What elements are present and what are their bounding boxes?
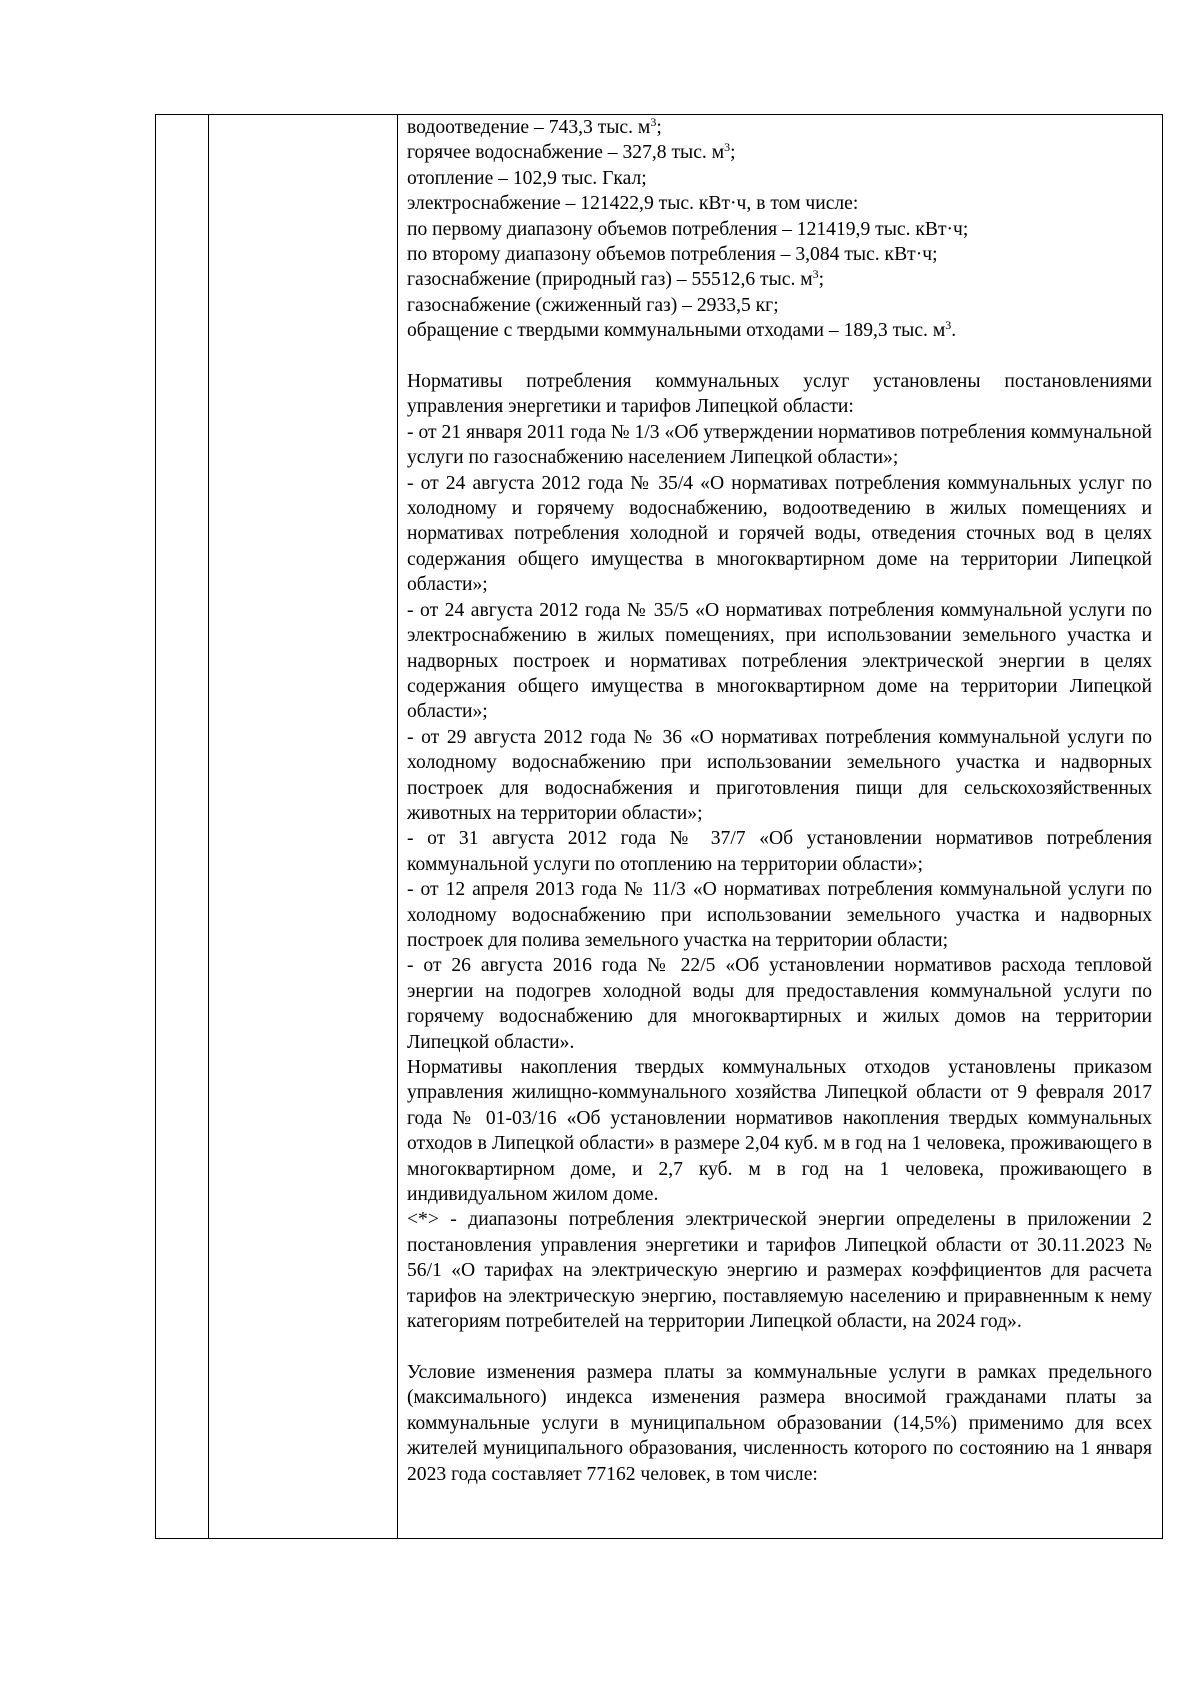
unit-superscript: 3	[812, 267, 819, 282]
consumption-line-text: отопление – 102,9 тыс. Гкал;	[407, 167, 647, 189]
consumption-line-text: по первому диапазону объемов потребления – 121419,9 тыс. кВт·ч;	[407, 218, 969, 240]
consumption-line	[407, 140, 1152, 165]
consumption-line	[407, 166, 1152, 191]
norm-item: - от 24 августа 2012 года № 35/4 «О нормативах потребления коммунальных услуг по холодному и горячему водоснабжению, водоотведению в жилых помещениях и нормативах потребления холодной и горячей воды, отведения сточных вод в целях содержания общего имущества в многоквартирном доме на территории Липецкой области»;	[407, 472, 1152, 596]
consumption-line	[407, 217, 1152, 242]
consumption-line-text: водоотведение – 743,3 тыс. м	[407, 117, 651, 138]
consumption-line-text: горячее водоснабжение – 327,8 тыс. м	[407, 142, 725, 164]
empty-cell-number	[156, 115, 209, 1539]
cell-text	[398, 115, 1162, 1487]
consumption-line-text: по второму диапазону объемов потребления – 3,084 тыс. кВт·ч;	[407, 244, 938, 266]
condition-paragraph: Условие изменения размера платы за коммунальные услуги в рамках предельного (максимального) индекса изменения размера вносимой гражданами платы за коммунальные услуги в муниципальном образовании (14,5%) применимо для всех жителей муниципального образования, численность которого по состоянию на 1 января 2023 года составляет 77162 человек, в том числе:	[407, 1361, 1152, 1485]
consumption-line-end: ;	[656, 117, 662, 138]
norm-item: - от 31 августа 2012 года № 37/7 «Об установлении нормативов потребления коммунальной услуги по отоплению на территории области»;	[407, 828, 1152, 875]
content-cell	[398, 115, 1163, 1539]
norms-intro: Нормативы потребления коммунальных услуг установлены постановлениями управления энергетики и тарифов Липецкой области:	[407, 371, 1152, 418]
norms-list	[407, 420, 1152, 1055]
waste-norms-paragraph: Нормативы накопления твердых коммунальных отходов установлены приказом управления жилищно-коммунального хозяйства Липецкой области от 9 февраля 2017 года № 01-03/16 «Об установлении нормативов накопления твердых коммунальных отходов в Липецкой области» в размере 2,04 куб. м в год на 1 человека, проживающего в многоквартирном доме, и 2,7 куб. м в год на 1 человека, проживающего в индивидуальном жилом доме.	[407, 1057, 1152, 1206]
unit-superscript: 3	[650, 115, 657, 129]
footnote-paragraph: <*> - диапазоны потребления электрической энергии определены в приложении 2 постановления управления энергетики и тарифов Липецкой области от 30.11.2023 № 56/1 «О тарифах на электрическую энергию и размерах коэффициентов для расчета тарифов на электрическую энергию, поставляемую населению и приравненным к нему категориям потребителей на территории Липецкой области, на 2024 год».	[407, 1209, 1152, 1333]
consumption-line	[407, 115, 1152, 140]
consumption-line-text: обращение с твердыми коммунальными отходами – 189,3 тыс. м	[407, 320, 946, 342]
norm-item: - от 21 января 2011 года № 1/3 «Об утверждении нормативов потребления коммунальной услуги по газоснабжению населением Липецкой области»;	[407, 421, 1152, 469]
consumption-line-end: ;	[818, 269, 825, 291]
consumption-line-text: электроснабжение – 121422,9 тыс. кВт·ч, в том числе:	[407, 193, 859, 215]
consumption-line	[407, 318, 1152, 343]
unit-superscript: 3	[724, 140, 731, 155]
consumption-line-end: .	[951, 320, 957, 342]
unit-superscript: 3	[945, 318, 952, 333]
norm-item: - от 29 августа 2012 года № 36 «О нормативах потребления коммунальной услуги по холодному водоснабжению при использовании земельного участка и надворных построек для водоснабжения и приготовления пищи для сельскохозяйственных животных на территории области»;	[407, 726, 1152, 824]
consumption-line-text: газоснабжение (сжиженный газ) – 2933,5 кг;	[407, 294, 779, 316]
document-table	[155, 114, 1163, 1539]
consumption-line-end: ;	[730, 142, 736, 164]
consumption-line-text: газоснабжение (природный газ) – 55512,6 тыс. м	[407, 269, 813, 291]
consumption-line	[407, 191, 1152, 216]
table-row	[156, 115, 1163, 1539]
empty-cell-name	[209, 115, 398, 1539]
norm-item: - от 26 августа 2016 года № 22/5 «Об установлении нормативов расхода тепловой энергии на подогрев холодной воды для предоставления коммунальной услуги по горячему водоснабжению для многоквартирных и жилых домов на территории Липецкой области».	[407, 955, 1152, 1053]
consumption-list	[407, 115, 1152, 344]
consumption-line	[407, 293, 1152, 318]
consumption-line	[407, 242, 1152, 267]
norm-item: - от 12 апреля 2013 года № 11/3 «О нормативах потребления коммунальной услуги по холодному водоснабжению при использовании земельного участка и надворных построек для полива земельного участка на территории области;	[407, 879, 1152, 951]
consumption-line	[407, 267, 1152, 292]
norm-item: - от 24 августа 2012 года № 35/5 «О нормативах потребления коммунальной услуги по электроснабжению в жилых помещениях, при использовании земельного участка и надворных построек и нормативах потребления электрической энергии в целях содержания общего имущества в многоквартирном доме на территории Липецкой области»;	[407, 599, 1152, 723]
